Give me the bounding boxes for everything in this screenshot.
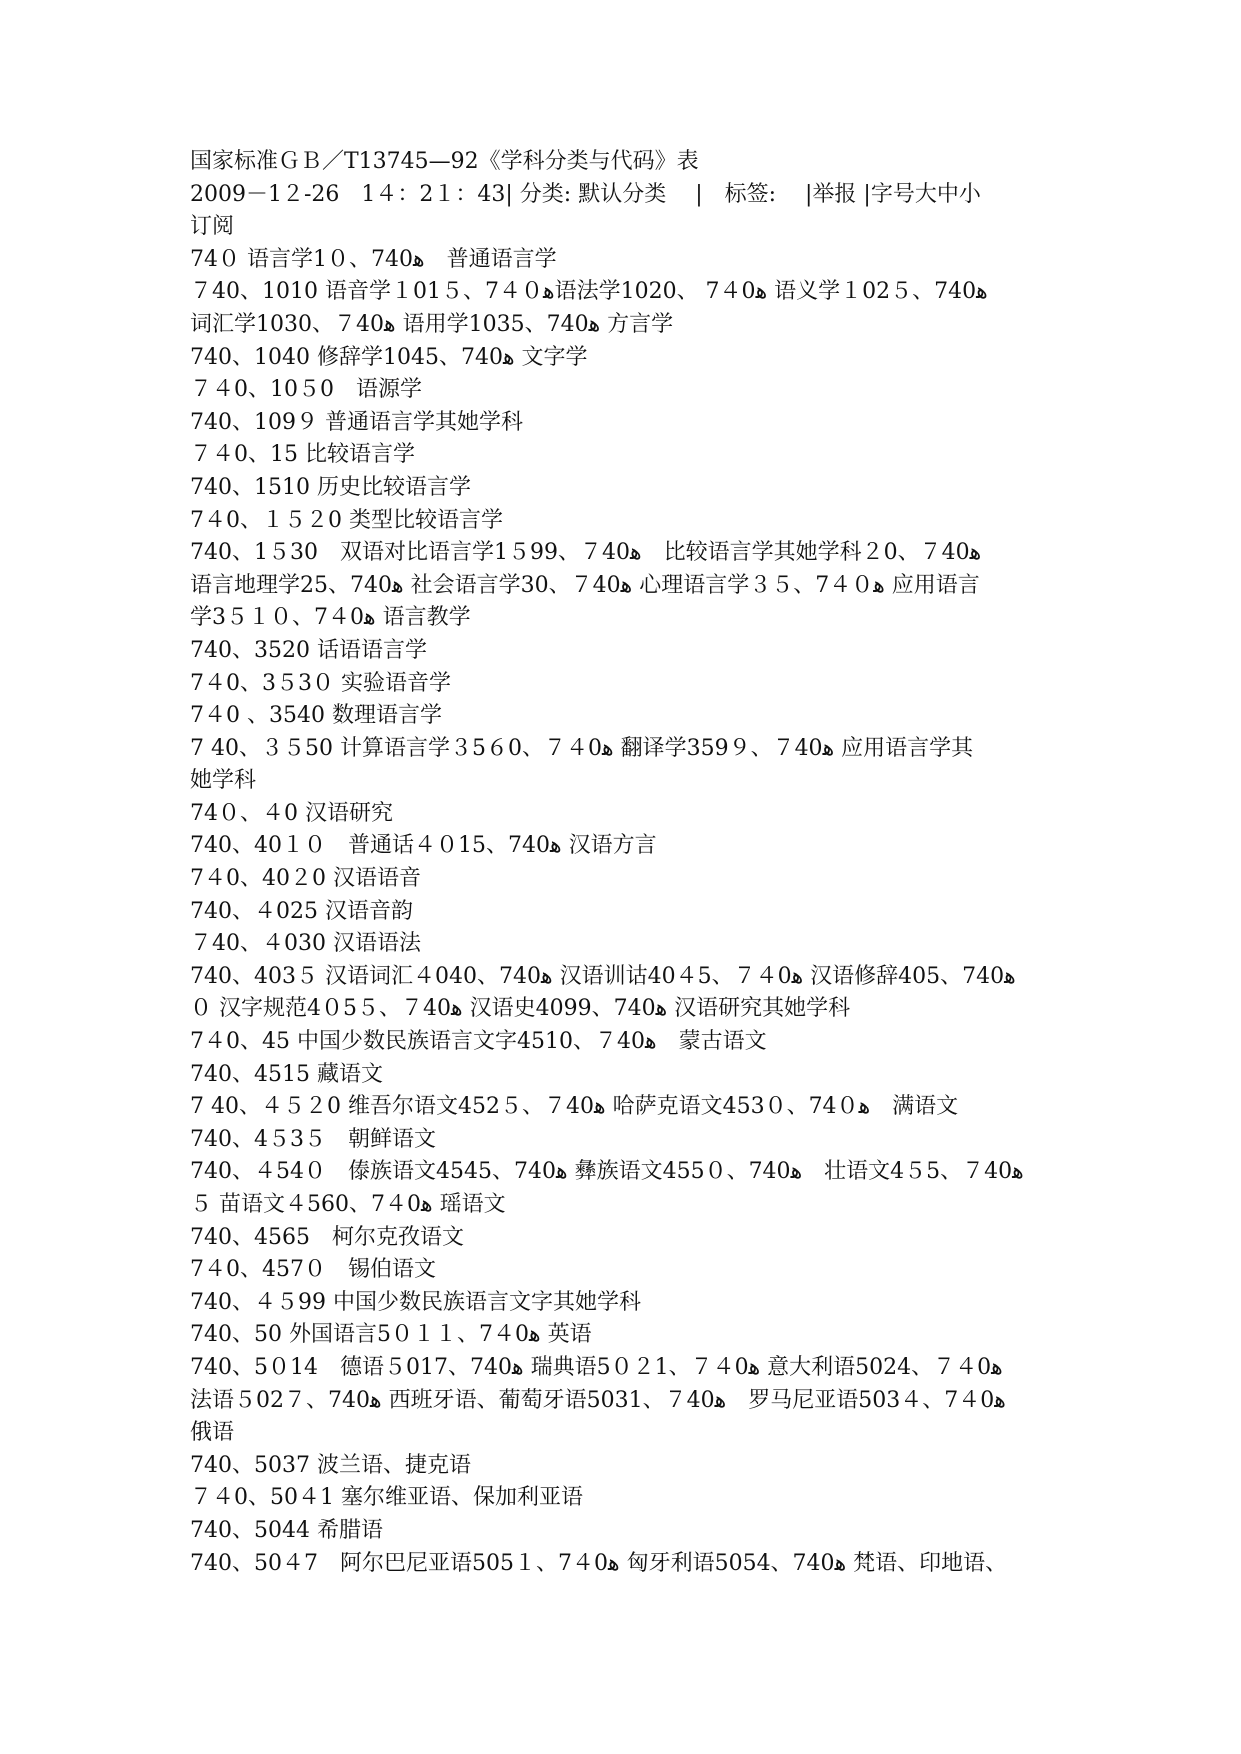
- text-line: ７４0、50４1 塞尔维亚语、保加利亚语: [190, 1485, 583, 1511]
- text-line: ５ 苗语文４560、7４0ﻫ 瑶语文: [190, 1192, 506, 1217]
- text-line: 词汇学1030、７40ﻫ 语用学1035、740ﻫ 方言学: [190, 311, 674, 337]
- text-line: ０ 汉字规范4０5５、７40ﻫ 汉语史4099、740ﻫ 汉语研究其她学科: [190, 996, 851, 1022]
- text-line: 74０ 语言学1０、740ﻫ 普通语言学: [190, 246, 557, 272]
- text-line: ７40、1010 语音学１01５、7４０ﻫ语法学1020、 7４0ﻫ 语义学１02５、740ﻫ: [190, 279, 988, 305]
- text-line: ７４0、10５0 语源学: [190, 377, 422, 403]
- text-line: 她学科: [190, 768, 257, 794]
- text-line: 语言地理学25、740ﻫ 社会语言学30、７40ﻫ 心理语言学３５、7４０ﻫ 应用语言: [190, 572, 980, 598]
- text-line: 740、5044 希腊语: [190, 1517, 383, 1543]
- text-line: 740、5０14 德语５017、740ﻫ 瑞典语5０２1、７４0ﻫ 意大利语5024、７４0ﻫ: [190, 1354, 1003, 1380]
- document-body: [190, 146, 1060, 1580]
- text-line: 740、1040 修辞学1045、740ﻫ 文字学: [190, 344, 588, 370]
- text-line: 740、40１０ 普通话４０15、740ﻫ 汉语方言: [190, 833, 657, 859]
- text-line: 740、4515 藏语文: [190, 1061, 383, 1087]
- text-line: 俄语: [190, 1420, 235, 1446]
- text-line: 740、４025 汉语音韵: [190, 898, 413, 924]
- text-line: 7４0、45 中国少数民族语言文字4510、７40ﻫ 蒙古语文: [190, 1029, 767, 1055]
- post-meta-line: 2009－1２-26 1４：2１：43| 分类: 默认分类 | 标签: |举报 |字号大中小: [190, 181, 981, 207]
- text-line: 740、４54０ 傣族语文4545、740ﻫ 彝族语文455０、740ﻫ 壮语文4５5、７40ﻫ: [190, 1159, 1024, 1185]
- text-line: 7４0、457０ 锡伯语文: [190, 1257, 436, 1283]
- text-line: 740、4５3５ 朝鲜语文: [190, 1126, 436, 1152]
- text-line: 740、50 外国语言5０１１、7４0ﻫ 英语: [190, 1322, 592, 1348]
- text-line: 740、４５99 中国少数民族语言文字其她学科: [190, 1289, 641, 1315]
- text-line: ７40、４030 汉语语法: [190, 931, 421, 957]
- text-line: 740、1510 历史比较语言学: [190, 474, 471, 500]
- text-line: 7 40、３５50 计算语言学３5６0、７４0ﻫ 翻译学359９、７40ﻫ 应用语言学其: [190, 735, 974, 761]
- text-line: 7 40、４５２0 维吾尔语文452５、７40ﻫ 哈萨克语文453０、74０ﻫ 满语文: [190, 1094, 959, 1120]
- text-line: 74０、４0 汉语研究: [190, 800, 393, 826]
- text-line: 740、1５30 双语对比语言学1５99、７40ﻫ 比较语言学其她学科２0、７40ﻫ: [190, 540, 982, 566]
- text-line: 740、5037 波兰语、捷克语: [190, 1452, 471, 1478]
- text-line: 订阅: [190, 214, 235, 240]
- text-line: 法语５02７、740ﻫ 西班牙语、葡萄牙语5031、７40ﻫ 罗马尼亚语503４、7４0ﻫ: [190, 1387, 1006, 1413]
- text-line: ７４0、15 比较语言学: [190, 442, 415, 468]
- text-line: 7４0 、3540 数理语言学: [190, 703, 442, 729]
- text-line: 7４0、１５２0 类型比较语言学: [190, 507, 503, 533]
- text-line: 740、50４7 阿尔巴尼亚语505１、7４0ﻫ 匈牙利语5054、740ﻫ 梵语、印地语、: [190, 1550, 1008, 1576]
- text-line: 740、109９ 普通语言学其她学科: [190, 409, 523, 435]
- document-title: 国家标准ＧＢ／T13745—92《学科分类与代码》表: [190, 149, 699, 174]
- text-line: 740、403５ 汉语词汇４040、740ﻫ 汉语训诂40４5、７４0ﻫ 汉语修辞405、740ﻫ: [190, 963, 1016, 989]
- text-line: 7４0、3５3０ 实验语音学: [190, 670, 451, 696]
- text-line: 学3５１０、7４0ﻫ 语言教学: [190, 605, 471, 631]
- text-line: 740、4565 柯尔克孜语文: [190, 1224, 464, 1250]
- text-line: 740、3520 话语语言学: [190, 637, 427, 663]
- text-line: 7４0、40２0 汉语语音: [190, 866, 421, 892]
